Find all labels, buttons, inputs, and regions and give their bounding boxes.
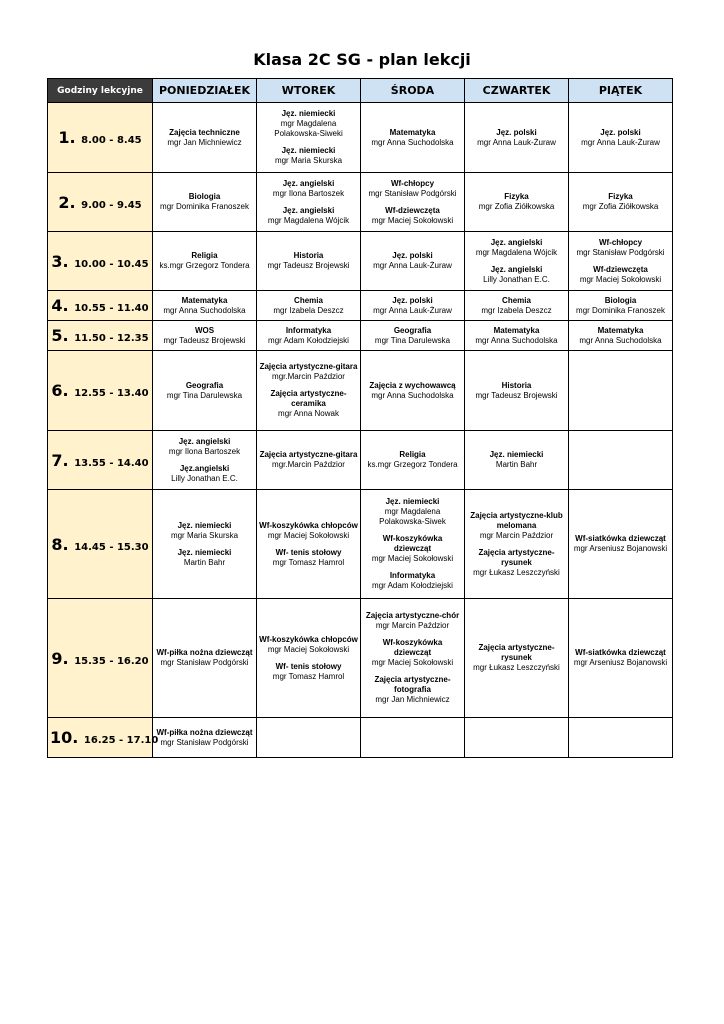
- lesson-cell-friday: [569, 718, 673, 758]
- lesson-entry: [259, 362, 358, 382]
- subject-name: Biologia: [604, 295, 637, 305]
- lesson-number: 9.: [51, 648, 69, 668]
- teacher-name: mgr Magdalena Wójcik: [475, 247, 558, 257]
- lesson-cell-friday: [569, 291, 673, 321]
- teacher-name: mgr.Marcin Paździor: [272, 372, 345, 381]
- teacher-name: mgr Maria Skurska: [170, 530, 239, 540]
- lesson-entry: [155, 251, 254, 271]
- lesson-cell-monday: [153, 490, 257, 599]
- teacher-name: mgr Tadeusz Brojewski: [163, 335, 246, 345]
- teacher-name: mgr Marcin Paździor: [479, 530, 554, 540]
- teacher-name: mgr Anna Suchodolska: [475, 335, 558, 345]
- teacher-name: mgr Arseniusz Bojanowski: [573, 544, 668, 553]
- lesson-number: 2.: [58, 192, 76, 212]
- lesson-entry: [571, 192, 670, 212]
- teacher-name: mgr Maciej Sokołowski: [371, 554, 454, 563]
- subject-name: Jęz. niemiecki: [385, 497, 440, 506]
- subject-name: Jęz. angielski: [490, 264, 543, 274]
- lesson-entry: [259, 450, 358, 470]
- subject-name: Religia: [399, 450, 426, 459]
- lesson-entry: [467, 381, 566, 401]
- teacher-name: mgr Ilona Bartoszek: [272, 188, 345, 198]
- lesson-entry: [259, 109, 358, 139]
- subject-name: Jęz. angielski: [490, 237, 543, 247]
- lesson-number: 8.: [51, 534, 69, 554]
- teacher-name: mgr Tina Darulewska: [374, 335, 451, 345]
- lesson-number: 10.: [50, 728, 79, 747]
- lesson-cell-monday: [153, 718, 257, 758]
- lesson-cell-wednesday: [361, 599, 465, 718]
- lesson-entry: [363, 534, 462, 564]
- lesson-cell-tuesday: [257, 103, 361, 173]
- day-header-tuesday: WTOREK: [257, 79, 361, 103]
- subject-name: Jęz. polski: [496, 127, 537, 137]
- day-header-wednesday: ŚRODA: [361, 79, 465, 103]
- teacher-name: mgr Stanisław Podgórski: [160, 658, 249, 667]
- lesson-entry: [155, 437, 254, 457]
- teacher-name: mgr Marcin Paździor: [375, 621, 450, 630]
- lesson-number: 6.: [51, 381, 69, 400]
- lesson-cell-friday: [569, 431, 673, 490]
- subject-name: Chemia: [502, 295, 531, 305]
- lesson-row: [48, 173, 673, 232]
- teacher-name: mgr Anna Suchodolska: [163, 305, 246, 315]
- subject-name: Matematyka: [597, 325, 644, 335]
- teacher-name: mgr Magdalena Polakowska-Siwek: [379, 507, 446, 526]
- lesson-entry: [259, 662, 358, 682]
- subject-name: Informatyka: [389, 571, 436, 580]
- teacher-name: Lilly Jonathan E.C.: [483, 274, 550, 284]
- lesson-entry: [363, 450, 462, 470]
- lesson-entry: [259, 326, 358, 346]
- lesson-cell-wednesday: [361, 232, 465, 291]
- teacher-name: mgr Izabela Deszcz: [481, 305, 552, 315]
- lesson-entry: [571, 296, 670, 316]
- lesson-entry: [363, 571, 462, 591]
- header-row: [48, 79, 673, 103]
- lesson-cell-wednesday: [361, 103, 465, 173]
- teacher-name: mgr Jan Michniewicz: [375, 695, 450, 704]
- teacher-name: mgr Anna Lauk-Żuraw: [581, 137, 660, 147]
- lesson-cell-wednesday: [361, 490, 465, 599]
- lesson-number: 7.: [51, 450, 69, 470]
- subject-name: Jęz. niemiecki: [177, 547, 232, 557]
- lesson-entry: [467, 238, 566, 258]
- teacher-name: mgr Anna Suchodolska: [579, 335, 662, 345]
- lesson-cell-thursday: [465, 232, 569, 291]
- lesson-entry: [363, 296, 462, 316]
- lesson-row: [48, 351, 673, 431]
- lesson-entry: [571, 265, 670, 285]
- lesson-entry: [259, 146, 358, 166]
- teacher-name: mgr.Marcin Paździor: [272, 460, 345, 469]
- teacher-name: mgr Tomasz Hamrol: [272, 557, 345, 567]
- lesson-entry: [571, 534, 670, 554]
- teacher-name: mgr Tina Darulewska: [166, 390, 243, 400]
- subject-name: Jęz. polski: [392, 295, 433, 305]
- lesson-entry: [155, 128, 254, 148]
- subject-name: Zajęcia artystyczne-klub melomana: [470, 510, 563, 530]
- lesson-time: 14.45 - 15.30: [74, 541, 149, 553]
- lesson-entry: [155, 548, 254, 568]
- lesson-cell-monday: [153, 351, 257, 431]
- teacher-name: mgr Zofia Ziółkowska: [582, 202, 659, 211]
- teacher-name: mgr Tomasz Hamrol: [272, 671, 345, 681]
- subject-name: Wf-chłopcy: [390, 178, 435, 188]
- lesson-entry: [155, 296, 254, 316]
- subject-name: Fizyka: [504, 192, 529, 201]
- subject-name: WOS: [194, 325, 215, 335]
- lesson-cell-tuesday: [257, 351, 361, 431]
- subject-name: Historia: [293, 251, 324, 260]
- day-header-thursday: CZWARTEK: [465, 79, 569, 103]
- teacher-name: mgr Maria Skurska: [274, 156, 343, 165]
- lesson-hour: [48, 718, 159, 758]
- lesson-number: 4.: [51, 296, 69, 315]
- lesson-hour: [48, 599, 153, 718]
- lesson-cell-wednesday: [361, 431, 465, 490]
- lesson-cell-thursday: [465, 599, 569, 718]
- lesson-cell-tuesday: [257, 718, 361, 758]
- subject-name: Wf-koszykówka chłopców: [259, 520, 358, 530]
- lesson-entry: [467, 450, 566, 470]
- lesson-cell-friday: [569, 599, 673, 718]
- subject-name: Wf-chłopcy: [598, 237, 643, 247]
- lesson-cell-monday: [153, 232, 257, 291]
- lesson-cell-tuesday: [257, 232, 361, 291]
- teacher-name: mgr Dominika Franoszek: [576, 305, 665, 315]
- lesson-entry: [155, 192, 254, 212]
- subject-name: Zajęcia artystyczne-gitara: [259, 450, 358, 459]
- lesson-hour: [48, 103, 153, 173]
- subject-name: Jęz. niemiecki: [177, 520, 232, 530]
- lesson-entry: [571, 238, 670, 258]
- lesson-row: [48, 718, 673, 758]
- lesson-entry: [363, 611, 462, 631]
- subject-name: Wf-koszykówka chłopców: [259, 634, 358, 644]
- lesson-cell-friday: [569, 173, 673, 232]
- lesson-cell-wednesday: [361, 321, 465, 351]
- subject-name: Jęz. polski: [392, 251, 433, 260]
- teacher-name: mgr Magdalena Polakowska-Siweki: [274, 119, 343, 138]
- subject-name: Informatyka: [285, 325, 332, 335]
- lesson-entry: [155, 521, 254, 541]
- lesson-entry: [363, 179, 462, 199]
- subject-name: Wf-piłka nożna dziewcząt: [156, 648, 253, 657]
- lesson-cell-tuesday: [257, 490, 361, 599]
- lesson-entry: [467, 296, 566, 316]
- lesson-hour: [48, 431, 153, 490]
- teacher-name: mgr Tadeusz Brojewski: [475, 390, 558, 400]
- lesson-number: 1.: [58, 128, 76, 147]
- lesson-entry: [259, 548, 358, 568]
- lesson-entry: [571, 128, 670, 148]
- lesson-entry: [467, 326, 566, 346]
- subject-name: Geografia: [393, 325, 432, 335]
- lesson-cell-thursday: [465, 490, 569, 599]
- subject-name: Zajęcia artystyczne-rysunek: [478, 547, 555, 567]
- teacher-name: Martin Bahr: [183, 557, 226, 567]
- lesson-time: 8.00 - 8.45: [81, 135, 142, 146]
- teacher-name: mgr Anna Lauk-Żuraw: [373, 261, 452, 270]
- lesson-cell-monday: [153, 173, 257, 232]
- lesson-row: [48, 232, 673, 291]
- subject-name: Matematyka: [493, 325, 540, 335]
- lesson-entry: [467, 643, 566, 673]
- lesson-cell-tuesday: [257, 431, 361, 490]
- lesson-cell-wednesday: [361, 351, 465, 431]
- subject-name: Zajęcia artystyczne-gitara: [259, 362, 358, 371]
- subject-name: Biologia: [188, 192, 221, 201]
- lesson-time: 16.25 - 17.10: [83, 735, 159, 746]
- lesson-cell-monday: [153, 103, 257, 173]
- teacher-name: mgr Tadeusz Brojewski: [267, 261, 350, 270]
- lesson-entry: [155, 728, 254, 748]
- teacher-name: mgr Stanisław Podgórski: [576, 247, 665, 257]
- lesson-time: 13.55 - 14.40: [74, 457, 149, 469]
- lesson-cell-thursday: [465, 291, 569, 321]
- lesson-time: 12.55 - 13.40: [74, 388, 149, 399]
- teacher-name: mgr Maciej Sokołowski: [267, 644, 350, 654]
- lesson-hour: [48, 232, 153, 291]
- lesson-cell-wednesday: [361, 718, 465, 758]
- teacher-name: mgr Maciej Sokołowski: [579, 274, 662, 284]
- teacher-name: mgr Adam Kołodziejski: [372, 581, 453, 590]
- lesson-cell-friday: [569, 103, 673, 173]
- lesson-cell-friday: [569, 351, 673, 431]
- lesson-entry: [363, 251, 462, 271]
- lesson-hour: [48, 291, 153, 321]
- lesson-entry: [363, 326, 462, 346]
- lesson-cell-monday: [153, 599, 257, 718]
- lesson-cell-friday: [569, 490, 673, 599]
- subject-name: Jęz. niemiecki: [489, 450, 544, 459]
- teacher-name: mgr Łukasz Leszczyński: [473, 567, 560, 577]
- lesson-entry: [467, 511, 566, 541]
- teacher-name: mgr Anna Nowak: [278, 409, 339, 418]
- lesson-entry: [363, 206, 462, 226]
- lesson-row: [48, 321, 673, 351]
- subject-name: Jęz. niemiecki: [281, 109, 336, 118]
- lesson-entry: [571, 326, 670, 346]
- lesson-entry: [467, 192, 566, 212]
- subject-name: Wf-dziewczęta: [593, 264, 648, 274]
- teacher-name: mgr Anna Suchodolska: [371, 137, 454, 147]
- day-header-monday: PONIEDZIAŁEK: [153, 79, 257, 103]
- teacher-name: mgr Maciej Sokołowski: [371, 215, 454, 225]
- lesson-cell-monday: [153, 431, 257, 490]
- teacher-name: mgr Anna Lauk-Żuraw: [373, 305, 452, 315]
- lesson-cell-tuesday: [257, 291, 361, 321]
- lesson-cell-friday: [569, 232, 673, 291]
- subject-name: Wf- tenis stołowy: [275, 661, 342, 671]
- subject-name: Fizyka: [608, 192, 633, 201]
- lesson-cell-wednesday: [361, 291, 465, 321]
- lesson-entry: [259, 206, 358, 226]
- subject-name: Religia: [191, 251, 218, 260]
- lesson-entry: [363, 128, 462, 148]
- day-header-friday: PIĄTEK: [569, 79, 673, 103]
- subject-name: Jęz. angielski: [282, 178, 335, 188]
- lesson-entry: [467, 265, 566, 285]
- subject-name: Zajęcia artystyczne-ceramika: [270, 389, 347, 408]
- subject-name: Geografia: [185, 380, 224, 390]
- lesson-entry: [155, 648, 254, 668]
- lesson-cell-thursday: [465, 103, 569, 173]
- teacher-name: mgr Maciej Sokołowski: [267, 530, 350, 540]
- lesson-time: 15.35 - 16.20: [74, 655, 149, 667]
- lesson-time: 10.00 - 10.45: [74, 258, 149, 270]
- subject-name: Wf-koszykówka dziewcząt: [382, 534, 443, 553]
- lesson-hour: [48, 321, 153, 351]
- lesson-hour: [48, 490, 153, 599]
- teacher-name: mgr Stanisław Podgórski: [368, 188, 457, 198]
- teacher-name: ks.mgr Grzegorz Tondera: [159, 261, 250, 270]
- lesson-entry: [467, 128, 566, 148]
- subject-name: Zajęcia artystyczne-rysunek: [478, 643, 555, 662]
- subject-name: Historia: [501, 380, 532, 390]
- lesson-entry: [259, 521, 358, 541]
- subject-name: Jęz.angielski: [179, 463, 230, 473]
- lesson-cell-monday: [153, 321, 257, 351]
- lesson-cell-wednesday: [361, 173, 465, 232]
- subject-name: Jęz. niemiecki: [281, 146, 336, 155]
- subject-name: Jęz. angielski: [178, 436, 231, 446]
- lesson-time: 10.55 - 11.40: [74, 303, 149, 314]
- teacher-name: ks.mgr Grzegorz Tondera: [367, 460, 458, 469]
- lesson-entry: [155, 326, 254, 346]
- lesson-cell-thursday: [465, 431, 569, 490]
- lesson-cell-tuesday: [257, 173, 361, 232]
- subject-name: Wf-siatkówka dziewcząt: [575, 648, 666, 657]
- teacher-name: mgr Jan Michniewicz: [167, 137, 242, 147]
- lesson-number: 3.: [51, 251, 69, 271]
- subject-name: Jęz. polski: [600, 127, 641, 137]
- lesson-cell-thursday: [465, 351, 569, 431]
- lesson-entry: [363, 381, 462, 401]
- lesson-cell-monday: [153, 291, 257, 321]
- lesson-entry: [363, 497, 462, 527]
- lesson-cell-thursday: [465, 321, 569, 351]
- teacher-name: mgr Maciej Sokołowski: [371, 658, 454, 667]
- lesson-entry: [363, 638, 462, 668]
- lesson-entry: [155, 464, 254, 484]
- teacher-name: mgr Ilona Bartoszek: [168, 446, 241, 456]
- subject-name: Zajęcia z wychowawcą: [369, 380, 456, 390]
- lesson-number: 5.: [51, 326, 69, 345]
- lesson-row: [48, 103, 673, 173]
- teacher-name: mgr Stanisław Podgórski: [160, 737, 249, 747]
- teacher-name: mgr Izabela Deszcz: [273, 305, 344, 315]
- lesson-entry: [259, 635, 358, 655]
- lesson-entry: [571, 648, 670, 668]
- hours-header: Godziny lekcyjne: [48, 79, 153, 103]
- subject-name: Chemia: [294, 295, 323, 305]
- teacher-name: mgr Anna Lauk-Żuraw: [477, 137, 556, 147]
- lesson-row: [48, 431, 673, 490]
- subject-name: Zajęcia artystyczne-chór: [365, 611, 460, 620]
- teacher-name: mgr Anna Suchodolska: [371, 390, 454, 400]
- teacher-name: mgr Magdalena Wójcik: [267, 215, 350, 225]
- schedule-table: [47, 78, 673, 758]
- lesson-time: 11.50 - 12.35: [74, 333, 149, 344]
- teacher-name: mgr Zofia Ziółkowska: [478, 202, 555, 211]
- lesson-cell-tuesday: [257, 321, 361, 351]
- page-title: Klasa 2C SG - plan lekcji: [253, 50, 471, 69]
- teacher-name: mgr Adam Kołodziejski: [268, 335, 349, 345]
- lesson-cell-tuesday: [257, 599, 361, 718]
- lesson-row: [48, 291, 673, 321]
- schedule-body: [48, 103, 673, 758]
- lesson-row: [48, 490, 673, 599]
- teacher-name: mgr Łukasz Leszczyński: [473, 663, 560, 672]
- subject-name: Wf-siatkówka dziewcząt: [575, 534, 666, 543]
- lesson-entry: [155, 381, 254, 401]
- lesson-hour: [48, 351, 153, 431]
- lesson-hour: [48, 173, 153, 232]
- lesson-cell-friday: [569, 321, 673, 351]
- lesson-entry: [259, 251, 358, 271]
- subject-name: Zajęcia techniczne: [169, 127, 240, 137]
- subject-name: Wf-dziewczęta: [385, 205, 440, 215]
- lesson-entry: [259, 296, 358, 316]
- subject-name: Matematyka: [389, 127, 436, 137]
- subject-name: Wf- tenis stołowy: [275, 547, 342, 557]
- lesson-cell-thursday: [465, 173, 569, 232]
- subject-name: Jęz. angielski: [282, 205, 335, 215]
- teacher-name: mgr Dominika Franoszek: [160, 202, 249, 211]
- lesson-entry: [259, 389, 358, 419]
- teacher-name: mgr Arseniusz Bojanowski: [573, 658, 668, 667]
- lesson-cell-thursday: [465, 718, 569, 758]
- lesson-time: 9.00 - 9.45: [81, 199, 142, 211]
- lesson-entry: [467, 548, 566, 578]
- lesson-entry: [259, 179, 358, 199]
- lesson-entry: [363, 675, 462, 705]
- teacher-name: Martin Bahr: [495, 460, 538, 469]
- teacher-name: Lilly Jonathan E.C.: [171, 473, 238, 483]
- subject-name: Wf-piłka nożna dziewcząt: [156, 727, 253, 737]
- subject-name: Matematyka: [181, 295, 228, 305]
- lesson-row: [48, 599, 673, 718]
- subject-name: Wf-koszykówka dziewcząt: [382, 638, 443, 657]
- subject-name: Zajęcia artystyczne-fotografia: [374, 675, 451, 694]
